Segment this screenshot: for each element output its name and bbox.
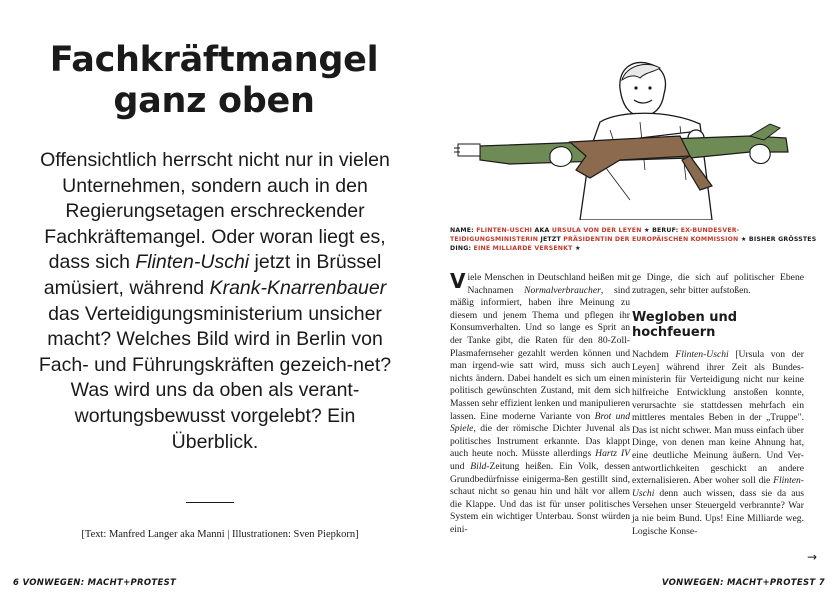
- section-subhead: Wegloben und hochfeuern: [632, 310, 738, 341]
- continue-arrow-icon: →: [807, 550, 818, 564]
- caption-value: EX-BUNDESVER-TEIDIGUNGSMINISTERIN: [450, 227, 740, 243]
- intro-paragraph: [30, 148, 400, 455]
- caption-value: PRÄSIDENTIN DER EUROPÄISCHEN KOMMISSION: [563, 235, 739, 243]
- body-emphasis: Flinten-Uschi: [632, 475, 804, 499]
- body-paragraph: [450, 269, 631, 536]
- headline: [20, 40, 408, 122]
- body-emphasis: Brot und Spiele: [450, 410, 630, 435]
- drop-cap: V: [450, 269, 466, 293]
- divider-rule: [186, 502, 234, 503]
- body-text: Nachdem: [632, 349, 676, 361]
- body-text: und: [450, 460, 471, 472]
- credits: [Text: Manfred Langer aka Manni | Illustrationen: Sven Piepkorn]: [81, 529, 359, 540]
- intro-emphasis: Flinten-Uschi: [135, 251, 250, 274]
- body-paragraph: [632, 349, 804, 538]
- headline-line-2: ganz oben: [113, 81, 315, 121]
- page-folio-right: VONWEGEN: MACHT+PROTEST 7: [661, 578, 825, 588]
- body-emphasis: Normalverbraucher: [524, 284, 601, 296]
- caricature-illustration: [450, 60, 820, 220]
- intro-text: das Verteidigungsministerium unsicher macht? Welches Bild wird in Berlin von Fach- und Führungskräften gezeich-net? Was wird uns da oben als verant-wortungsbewusst vorgelebt? Ein Überblick.: [38, 302, 392, 453]
- page-folio-left: 6 VONWEGEN: MACHT+PROTEST: [13, 578, 177, 588]
- caption-label: JETZT: [540, 235, 561, 243]
- body-emphasis: Hartz IV: [595, 448, 631, 460]
- caption-label: ★ BERUF:: [643, 227, 679, 234]
- left-page: [0, 0, 419, 595]
- body-text: [Ursula von der Leyen] während ihrer Zeit als Bundes-ministerin für Verteidigung nicht nur keine hilfreiche Entwicklung anstoßen konnte, verursachte sie stattdessen mehrfach ein mittleres mentales Beben in der „Truppe". Das ist nicht schwer. Man muss einfach über Dinge, von denen man keine Ahnung hat, eine deutliche Meinung äußern. Und Ver-antwortlichkeiten geschickt an andere externalisieren. Aber woher soll die: [632, 349, 804, 487]
- intro-text: jetzt in Brüssel amüsiert, während: [43, 251, 382, 299]
- caption-value: EINE MILLIARDE VERSENKT: [473, 244, 573, 252]
- article-column-2: [632, 272, 804, 538]
- caption-star: ★: [574, 244, 581, 252]
- caption-label: NAME:: [450, 227, 474, 234]
- body-text: -Zeitung heißen. Ein Volk, dessen Grundbedürfnisse einigerma-ßen gestillt sind, schaut nicht so genau hin und hält vor allem die Klappe. Und das ist für unser politisches System ein wichtiger Unterbau. Sonst würden eini-: [450, 460, 630, 535]
- caption-label: AKA: [534, 227, 550, 234]
- right-page: [420, 0, 839, 595]
- intro-text: Offensichtlich herrscht nicht nur in vielen Unternehmen, sondern auch in den Regierungsetagen erschreckender Fachkräftemangel. Oder woran liegt es, dass sich: [40, 149, 390, 274]
- body-text: , die der römische Dichter Juvenal als politisches Instrument erkannte. Das klappt auch heute noch. Müsste allerdings: [450, 423, 630, 460]
- caption-label: ★ BISHER GRÖSSTES DING:: [450, 235, 817, 252]
- caption-value: URSULA VON DER LEYEN: [551, 227, 642, 234]
- illustration-caption: [450, 227, 820, 253]
- article-column-1: [450, 269, 631, 536]
- body-emphasis: Flinten-Uschi: [675, 349, 729, 361]
- caption-value: FLINTEN-USCHI: [476, 227, 533, 234]
- body-emphasis: Bild: [470, 460, 487, 472]
- intro-emphasis: Krank-Knarrenbauer: [209, 276, 387, 299]
- body-paragraph: ge Dinge, die sich auf politischer Ebene zutragen, sehr bitter aufstoßen.: [632, 272, 804, 296]
- headline-line-1: Fachkräftmangel: [49, 40, 379, 80]
- body-text: denn auch wissen, dass sie da aus Versehen unser Steuergeld verbrannte? War ja nie beim Bund. Ups! Eine Milliarde weg. Logische Konse-: [632, 487, 804, 537]
- body-text: , sind mäßig informiert, haben ihre Meinung zu diesem und jenem Thema und pflegen ihr Konsumverhalten. Und so lange es Sprit an der Tanke gibt, die Raten für den 80-Zoll-Plasmafernseher gezahlt werden können und man irgend-wie satt wird, muss sich auch nichts ändern. Dabei handelt es sich um einen politisch gewünschten Zustand, mit dem sich Massen sehr effizient lenken und manipulieren lassen. Eine moderne Variante von: [450, 284, 630, 422]
- body-text: iele Menschen in Deutschland heißen mit Nachnamen: [467, 272, 630, 296]
